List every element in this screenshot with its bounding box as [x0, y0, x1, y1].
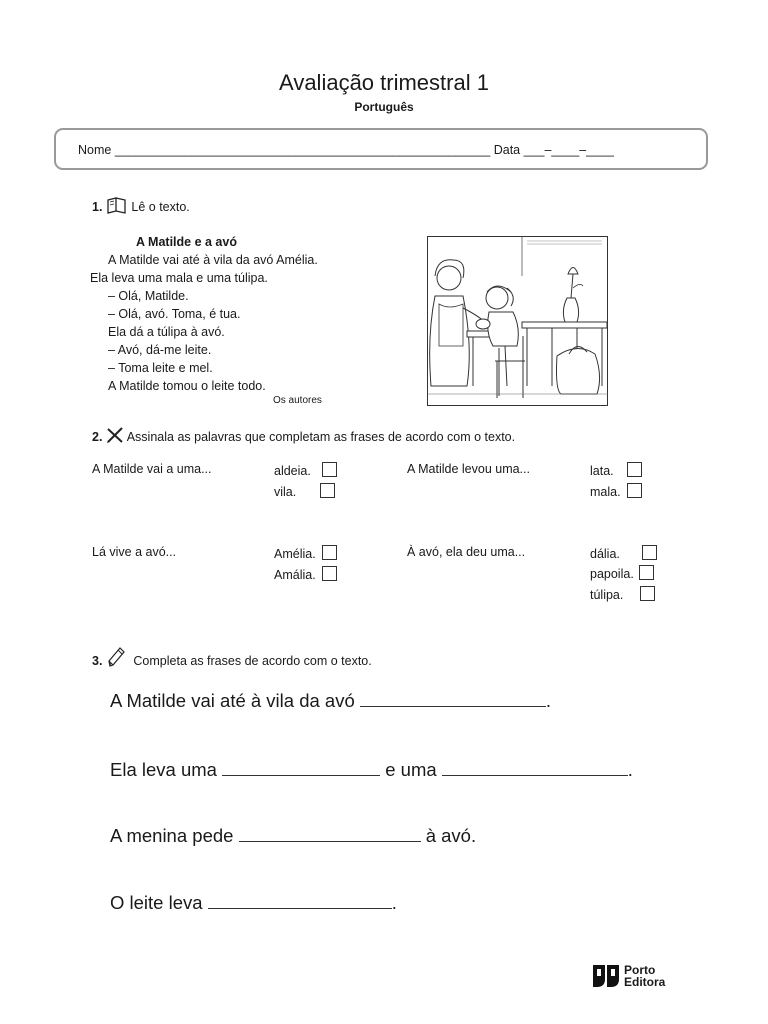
q2-option[interactable]	[274, 462, 337, 478]
name-field[interactable]: ______________________________________________________	[114, 143, 491, 157]
q2-option[interactable]	[274, 545, 337, 561]
page-title: Avaliação trimestral 1	[279, 70, 489, 95]
q2-option[interactable]	[590, 462, 642, 478]
q2-option-label: Amália.	[274, 568, 316, 582]
q2-option[interactable]	[590, 483, 642, 499]
story-line: – Toma leite e mel.	[108, 361, 213, 375]
story-line: Ela dá a túlipa à avó.	[108, 325, 225, 339]
name-date-line	[78, 143, 614, 157]
q2-option-label: mala.	[590, 485, 621, 499]
q3-sentence	[110, 892, 397, 914]
q3-sentence-text: .	[627, 759, 633, 780]
q2-stem: À avó, ela deu uma...	[407, 545, 526, 559]
publisher-name-line2: Editora	[624, 975, 666, 989]
q3-sentence-text: e uma	[385, 759, 437, 780]
q2-checkbox[interactable]	[322, 462, 337, 477]
page-subtitle: Português	[354, 100, 414, 114]
q3-sentence-text: .	[391, 892, 397, 913]
name-date-box	[54, 128, 708, 170]
porto-editora-logo-icon	[593, 965, 621, 987]
q2-option-label: vila.	[274, 485, 297, 499]
q2-option[interactable]	[590, 545, 657, 561]
open-book-icon	[106, 197, 128, 214]
q3-sentence-text: Ela leva uma	[110, 759, 217, 780]
q3-answer-blank[interactable]	[360, 705, 546, 707]
story-line: – Olá, avó. Toma, é tua.	[108, 307, 241, 321]
date-field[interactable]: ___–____–____	[523, 143, 614, 157]
q2-checkbox[interactable]	[627, 483, 642, 498]
q3-sentence	[110, 690, 551, 712]
story-title: A Matilde e a avó	[136, 235, 237, 249]
story-illustration	[427, 236, 608, 406]
q2-checkbox[interactable]	[322, 545, 337, 560]
pencil-cross-icon	[106, 427, 124, 443]
q3-answer-blank[interactable]	[222, 774, 380, 776]
story-text	[90, 233, 318, 395]
q3-sentence	[110, 759, 633, 781]
q2-option-label: Amélia.	[274, 547, 316, 561]
date-label: Data	[493, 143, 521, 157]
q2-option-label: túlipa.	[590, 588, 624, 602]
name-label: Nome	[78, 143, 112, 157]
question-2-number: 2.	[92, 430, 103, 444]
q2-option-label: lata.	[590, 464, 614, 478]
q3-answer-blank[interactable]	[208, 907, 392, 909]
story-line: A Matilde tomou o leite todo.	[108, 379, 266, 393]
q3-sentence-text: .	[545, 690, 552, 711]
question-3-number: 3.	[92, 654, 103, 668]
q2-option[interactable]	[274, 566, 337, 582]
story-line: – Olá, Matilde.	[108, 289, 189, 303]
story-line: Ela leva uma mala e uma túlipa.	[90, 271, 268, 285]
q2-option[interactable]	[590, 586, 655, 602]
question-1-number: 1.	[92, 200, 103, 214]
story-line: A Matilde vai até à vila da avó Amélia.	[108, 253, 318, 267]
q2-option[interactable]	[590, 565, 654, 581]
pencil-icon	[106, 646, 126, 668]
q3-sentence-text: à avó.	[425, 825, 477, 846]
q3-sentence-text: O leite leva	[110, 892, 203, 913]
q2-option[interactable]	[274, 483, 335, 499]
q3-sentence	[110, 825, 476, 847]
q3-answer-blank[interactable]	[239, 840, 421, 842]
q2-checkbox[interactable]	[627, 462, 642, 477]
q2-checkbox[interactable]	[639, 565, 654, 580]
q3-sentence-text: A Matilde vai até à vila da avó	[110, 690, 355, 711]
question-1-heading	[92, 197, 190, 214]
question-3-prompt: Completa as frases de acordo com o texto.	[133, 654, 372, 668]
question-3-heading	[92, 646, 372, 668]
q2-checkbox[interactable]	[642, 545, 657, 560]
q2-option-label: aldeia.	[274, 464, 311, 478]
q2-stem: A Matilde vai a uma...	[92, 462, 212, 476]
q2-checkbox[interactable]	[640, 586, 655, 601]
question-2-prompt: Assinala as palavras que completam as frases de acordo com o texto.	[126, 430, 516, 444]
q2-option-label: papoila.	[590, 567, 634, 581]
grandmother-and-girl-illustration	[427, 236, 608, 406]
q2-stem: Lá vive a avó...	[92, 545, 177, 559]
story-line: – Avó, dá-me leite.	[108, 343, 212, 357]
publisher-logo	[593, 964, 673, 988]
story-authors: Os autores	[273, 395, 322, 406]
q2-option-label: dália.	[590, 547, 620, 561]
question-2-heading	[92, 427, 515, 444]
publisher-name-line1: Porto	[624, 963, 656, 977]
q2-stem: A Matilde levou uma...	[407, 462, 530, 476]
q3-sentence-text: A menina pede	[110, 825, 234, 846]
q3-answer-blank[interactable]	[442, 774, 628, 776]
q2-checkbox[interactable]	[320, 483, 335, 498]
q2-checkbox[interactable]	[322, 566, 337, 581]
question-1-prompt: Lê o texto.	[131, 200, 190, 214]
